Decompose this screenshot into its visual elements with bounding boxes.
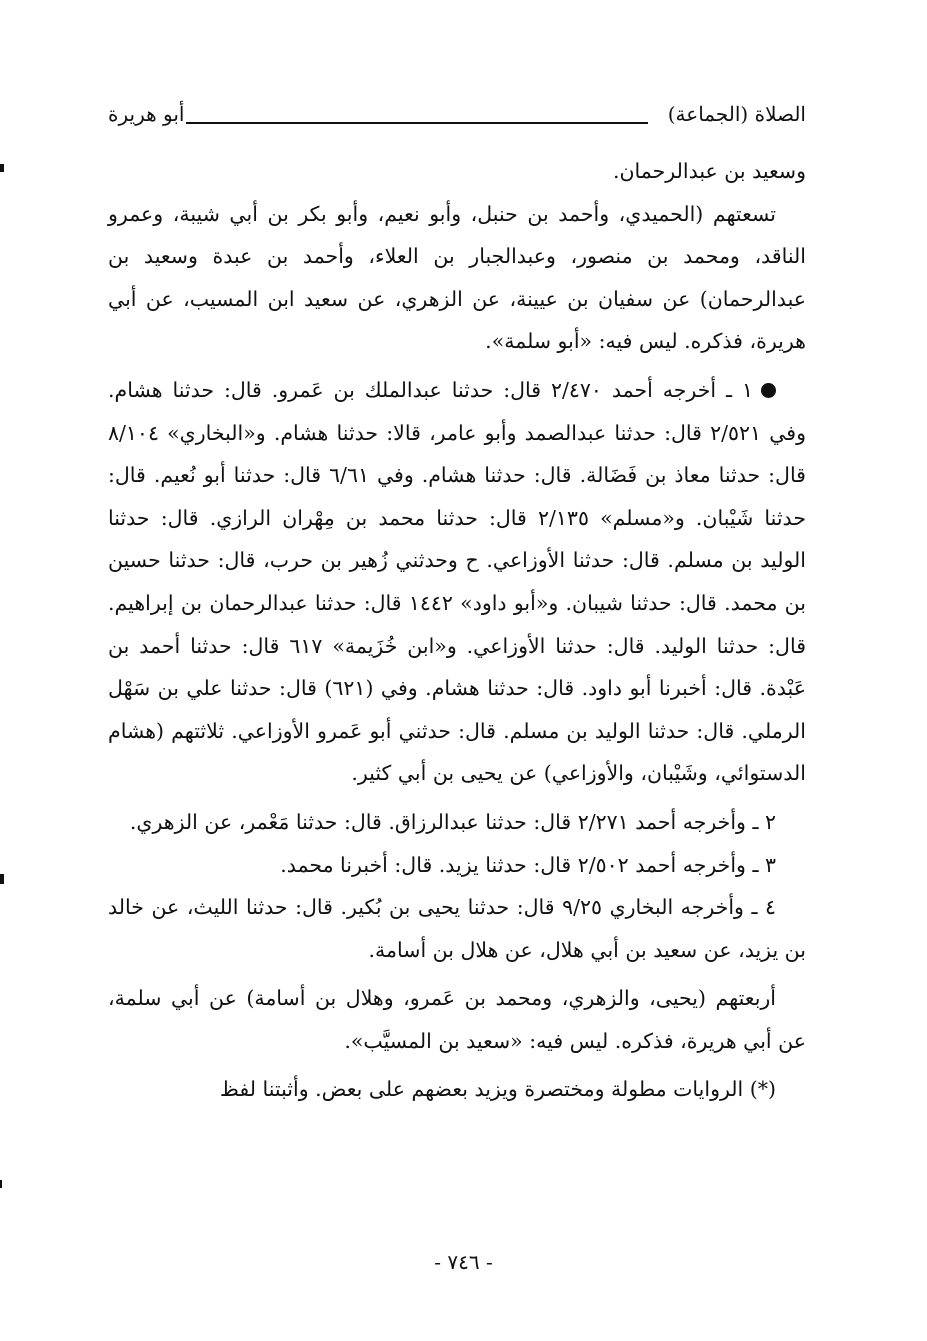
paragraph-text: (*) الروايات مطولة ومختصرة ويزيد بعضهم على بعض. وأثبتنا لفظ (219, 1077, 776, 1102)
paragraph (108, 369, 806, 795)
paragraph-text: ٣ ـ وأخرجه أحمد ٢/٥٠٢ قال: حدثنا يزيد. قال: أخبرنا محمد. (280, 852, 776, 877)
scan-edge-mark (0, 164, 4, 172)
paragraph (108, 801, 806, 844)
bullet-icon (761, 383, 776, 398)
paragraph-text: أربعتهم (يحيى، والزهري، ومحمد بن عَمرو، وهلال بن أسامة) عن أبي سلمة، عن أبي هريرة، فذكره. ليس فيه: «سعيد بن المسيَّب». (108, 986, 806, 1053)
header-section-title: الصلاة (الجماعة) (667, 102, 806, 126)
paragraph (108, 1068, 806, 1111)
scan-edge-mark (0, 874, 4, 884)
paragraph-text: ٤ ـ وأخرجه البخاري ٩/٢٥ قال: حدثنا يحيى بن بُكير. قال: حدثنا الليث، عن خالد بن يزيد، عن سعيد بن أبي هلال، عن هلال بن أسامة. (108, 895, 806, 962)
paragraph-text: ٢ ـ وأخرجه أحمد ٢/٢٧١ قال: حدثنا عبدالرزاق. قال: حدثنا مَعْمر، عن الزهري. (129, 809, 776, 834)
header-narrator: أبو هريرة (108, 102, 185, 126)
paragraph (108, 844, 806, 887)
scan-edge-mark (0, 1180, 2, 1188)
header-rule (186, 122, 648, 124)
paragraph-text: تسعتهم (الحميدي، وأحمد بن حنبل، وأبو نعيم، وأبو بكر بن أبي شيبة، وعمرو الناقد، ومحمد بن منصور، وعبدالجبار بن العلاء، وأحمد بن عبدة وسعيد بن عبدالرحمان) عن سفيان بن عيينة، عن الزهري، عن سعيد ابن المسيب، عن أبي هريرة، فذكره. ليس فيه: «أبو سلمة». (108, 201, 806, 354)
running-header (108, 98, 806, 138)
paragraph (108, 193, 806, 363)
paragraph-text: وسعيد بن عبدالرحمان. (612, 159, 806, 183)
paragraph (108, 977, 806, 1062)
page-number: - ٧٤٦ - (434, 1250, 493, 1274)
paragraph-text: ١ ـ أخرجه أحمد ٢/٤٧٠ قال: حدثنا عبدالملك بن عَمرو. قال: حدثنا هشام. وفي ٢/٥٢١ قال: حدثنا عبدالصمد وأبو عامر، قالا: حدثنا هشام. و«البخاري» ٨/١٠٤ قال: حدثنا معاذ بن فَضَالة. قال: حدثنا هشام. وفي ٦/٦١ قال: حدثنا أبو نُعيم. قال: حدثنا شَيْبان. و«مسلم» ٢/١٣٥ قال: حدثنا محمد بن مِهْران الرازي. قال: حدثنا الوليد بن مسلم. قال: حدثنا الأوزاعي. ح وحدثني زُهير بن حرب، قال: حدثنا حسين بن محمد. قال: حدثنا شيبان. و«أبو داود» ١٤٤٢ قال: حدثنا عبدالرحمان بن إبراهيم. قال: حدثنا الوليد. قال: حدثنا الأوزاعي. و«ابن خُزَيمة» ٦١٧ قال: حدثنا أحمد بن عَبْدة. قال: أخبرنا أبو داود. قال: حدثنا هشام. وفي (٦٢١) قال: حدثنا علي بن سَهْل الرملي. قال: حدثنا الوليد بن مسلم. قال: حدثني أبو عَمرو الأوزاعي. ثلاثتهم (هشام الدستوائي، وشَيْبان، والأوزاعي) عن يحيى بن أبي كثير. (108, 377, 806, 786)
paragraph (108, 150, 806, 193)
paragraph (108, 886, 806, 971)
body-text (108, 150, 806, 1111)
